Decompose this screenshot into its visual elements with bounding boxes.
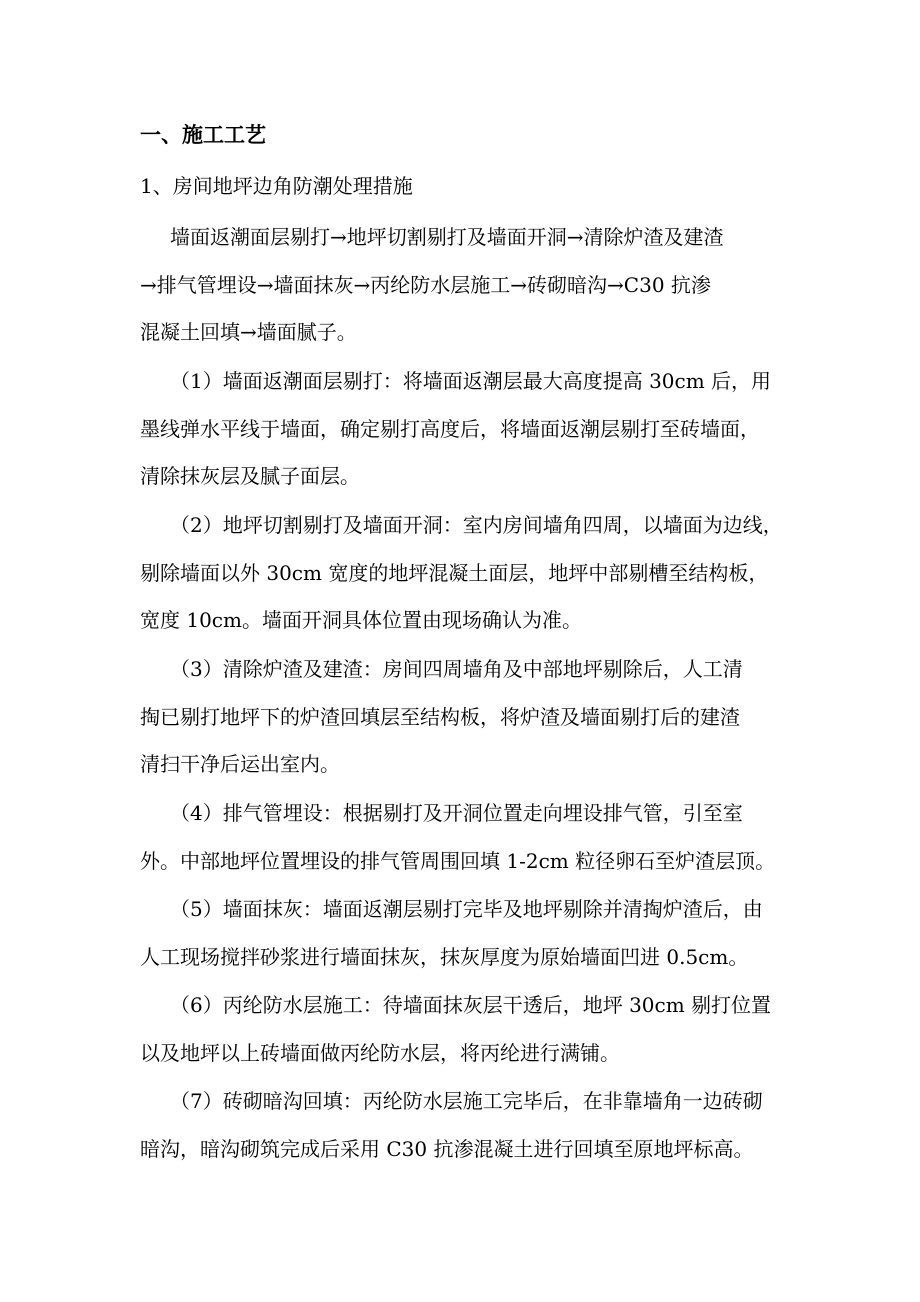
process-flow-line: 墙面返潮面层剔打→地坪切割剔打及墙面开洞→清除炉渣及建渣	[170, 225, 724, 249]
step-line: 清除抹灰层及腻子面层。	[140, 464, 360, 488]
step-line: （7）砖砌暗沟回填：丙纶防水层施工完毕后，在非靠墙角一边砖砌	[170, 1089, 763, 1113]
step-7-paragraph	[140, 1078, 792, 1173]
step-line: 人工现场搅拌砂浆进行墙面抹灰，抹灰厚度为原始墙面凹进 0.5cm。	[140, 944, 749, 969]
step-line: （4）排气管埋设：根据剔打及开洞位置走向埋设排气管，引至室	[170, 801, 743, 825]
step-line: 墨线弹水平线于墙面，确定剔打高度后，将墙面返潮层剔打至砖墙面，	[140, 416, 760, 441]
step-3-paragraph	[140, 646, 792, 789]
step-6-paragraph	[140, 982, 792, 1077]
step-line: （6）丙纶防水层施工：待墙面抹灰层干透后，地坪 30cm 剔打位置	[170, 993, 772, 1017]
step-5-paragraph	[140, 886, 792, 981]
step-line: 以及地坪以上砖墙面做丙纶防水层，将丙纶进行满铺。	[140, 1040, 620, 1065]
step-line: （3）清除炉渣及建渣：房间四周墙角及中部地坪剔除后，人工清	[170, 657, 743, 681]
step-1-paragraph	[140, 358, 792, 501]
step-line: 宽度 10cm。墙面开洞具体位置由现场确认为准。	[140, 608, 582, 632]
process-flow-line: →排气管埋设→墙面抹灰→丙纶防水层施工→砖砌暗沟→C30 抗渗	[140, 272, 711, 297]
section-heading: 一、施工工艺	[140, 122, 266, 147]
subsection-heading: 1、房间地坪边角防潮处理措施	[140, 174, 413, 198]
step-line: （5）墙面抹灰：墙面返潮层剔打完毕及地坪剔除并清掏炉渣后，由	[170, 897, 763, 921]
step-line: 外。中部地坪位置埋设的排气管周围回填 1-2cm 粒径卵石至炉渣层顶。	[140, 848, 776, 873]
step-4-paragraph	[140, 790, 792, 885]
process-flow-line: 混凝土回填→墙面腻子。	[140, 320, 357, 344]
step-line: （2）地坪切割剔打及墙面开洞：室内房间墙角四周，以墙面为边线，	[170, 513, 783, 537]
process-flow-paragraph	[140, 214, 792, 357]
step-line: （1）墙面返潮面层剔打：将墙面返潮层最大高度提高 30cm 后，用	[170, 369, 772, 393]
step-line: 剔除墙面以外 30cm 宽度的地坪混凝土面层，地坪中部剔槽至结构板，	[140, 560, 769, 585]
step-line: 清扫干净后运出室内。	[140, 752, 340, 776]
step-line: 掏已剔打地坪下的炉渣回填层至结构板，将炉渣及墙面剔打后的建渣	[140, 704, 740, 729]
step-line: 暗沟，暗沟砌筑完成后采用 C30 抗渗混凝土进行回填至原地坪标高。	[140, 1136, 754, 1161]
step-2-paragraph	[140, 502, 792, 645]
